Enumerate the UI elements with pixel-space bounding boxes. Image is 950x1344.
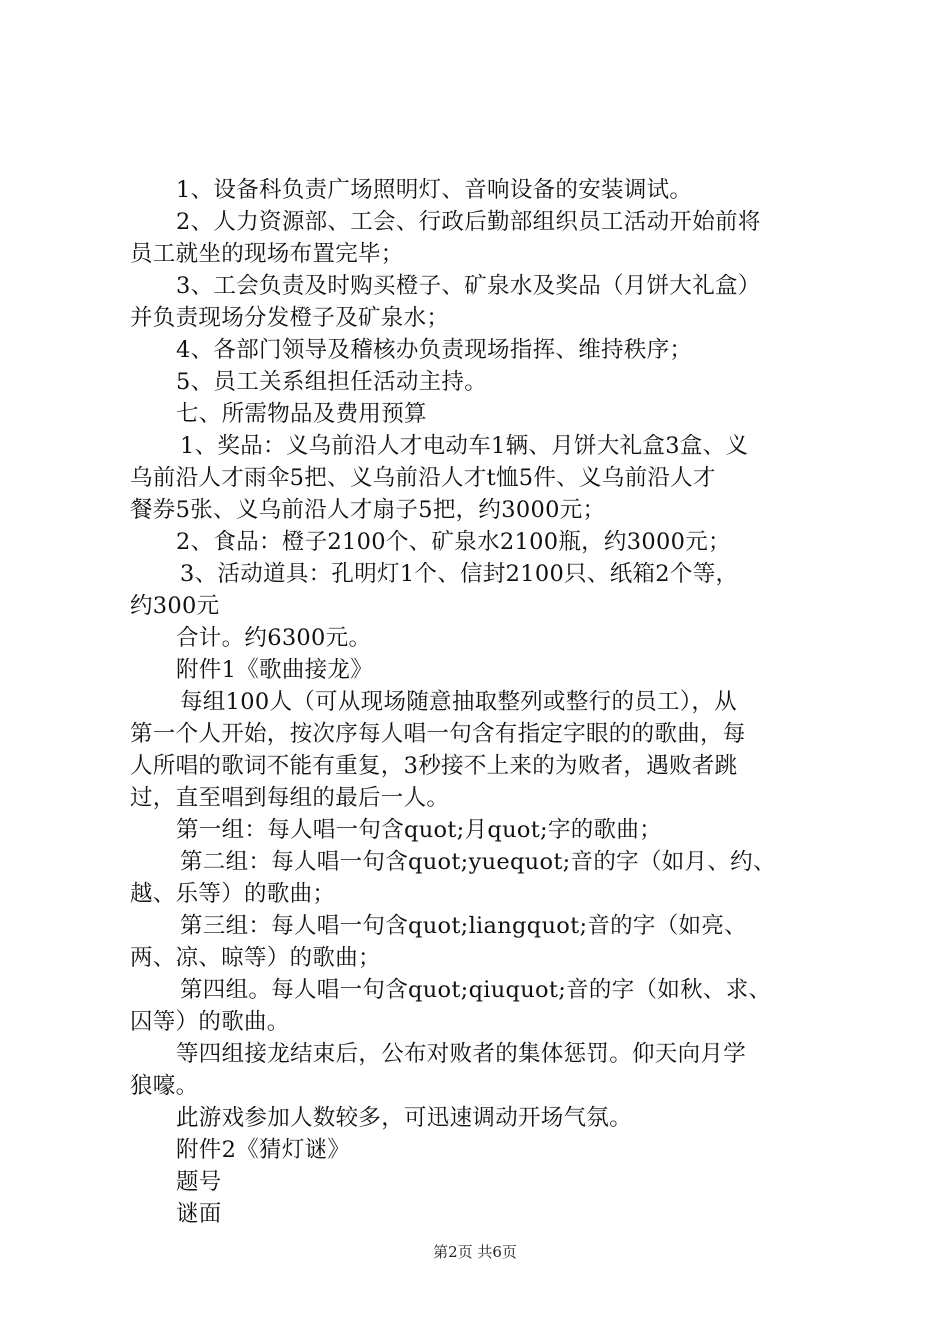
text-line: 第一组：每人唱一句含quot;月quot;字的歌曲； bbox=[176, 817, 662, 843]
text-line: 第四组。每人唱一句含quot;qiuquot;音的字（如秋、求、 bbox=[180, 977, 772, 1003]
text-line: 4、各部门领导及稽核办负责现场指挥、维持秩序； bbox=[176, 337, 693, 363]
text-line: 2、人力资源部、工会、行政后勤部组织员工活动开始前将 bbox=[176, 209, 761, 235]
text-line: 1、设备科负责广场照明灯、音响设备的安装调试。 bbox=[176, 177, 693, 203]
text-line: 此游戏参加人数较多，可迅速调动开场气氛。 bbox=[176, 1105, 633, 1131]
text-line: 谜面 bbox=[176, 1201, 222, 1227]
text-line: 过，直至唱到每组的最后一人。 bbox=[130, 785, 450, 811]
text-line: 2、食品：橙子2100个、矿泉水2100瓶，约3000元； bbox=[176, 529, 731, 555]
text-line: 3、活动道具：孔明灯1个、信封2100只、纸箱2个等， bbox=[180, 561, 739, 587]
text-line: 员工就坐的现场布置完毕； bbox=[130, 241, 404, 267]
text-line: 狼嚎。 bbox=[130, 1073, 199, 1099]
text-line: 第二组：每人唱一句含quot;yuequot;音的字（如月、约、 bbox=[180, 849, 776, 875]
text-line: 囚等）的歌曲。 bbox=[130, 1009, 290, 1035]
section-heading: 七、所需物品及费用预算 bbox=[176, 401, 427, 427]
text-line: 约300元 bbox=[130, 593, 220, 619]
text-line: 乌前沿人才雨伞5把、义乌前沿人才t恤5件、义乌前沿人才 bbox=[130, 465, 716, 491]
text-line: 1、奖品：义乌前沿人才电动车1辆、月饼大礼盒3盒、义 bbox=[180, 433, 749, 459]
text-line: 人所唱的歌词不能有重复，3秒接不上来的为败者，遇败者跳 bbox=[130, 753, 738, 779]
appendix-heading: 附件2《猜灯谜》 bbox=[176, 1137, 351, 1163]
document-body bbox=[130, 174, 835, 1230]
text-line: 两、凉、晾等）的歌曲； bbox=[130, 945, 381, 971]
text-line: 第一个人开始，按次序每人唱一句含有指定字眼的的歌曲，每 bbox=[130, 721, 746, 747]
text-line: 餐券5张、义乌前沿人才扇子5把，约3000元； bbox=[130, 497, 606, 523]
text-line: 题号 bbox=[176, 1169, 222, 1195]
text-line: 合计。约6300元。 bbox=[176, 625, 372, 651]
text-line: 并负责现场分发橙子及矿泉水； bbox=[130, 305, 450, 331]
appendix-heading: 附件1《歌曲接龙》 bbox=[176, 657, 374, 683]
page-number-footer: 第2页 共6页 bbox=[433, 1243, 517, 1261]
text-line: 每组100人（可从现场随意抽取整列或整行的员工），从 bbox=[180, 689, 737, 715]
text-line: 越、乐等）的歌曲； bbox=[130, 881, 336, 907]
text-line: 5、员工关系组担任活动主持。 bbox=[176, 369, 488, 395]
text-line: 3、工会负责及时购买橙子、矿泉水及奖品（月饼大礼盒） bbox=[176, 273, 761, 299]
text-line: 等四组接龙结束后，公布对败者的集体惩罚。仰天向月学 bbox=[176, 1041, 747, 1067]
text-line: 第三组：每人唱一句含quot;liangquot;音的字（如亮、 bbox=[180, 913, 747, 939]
